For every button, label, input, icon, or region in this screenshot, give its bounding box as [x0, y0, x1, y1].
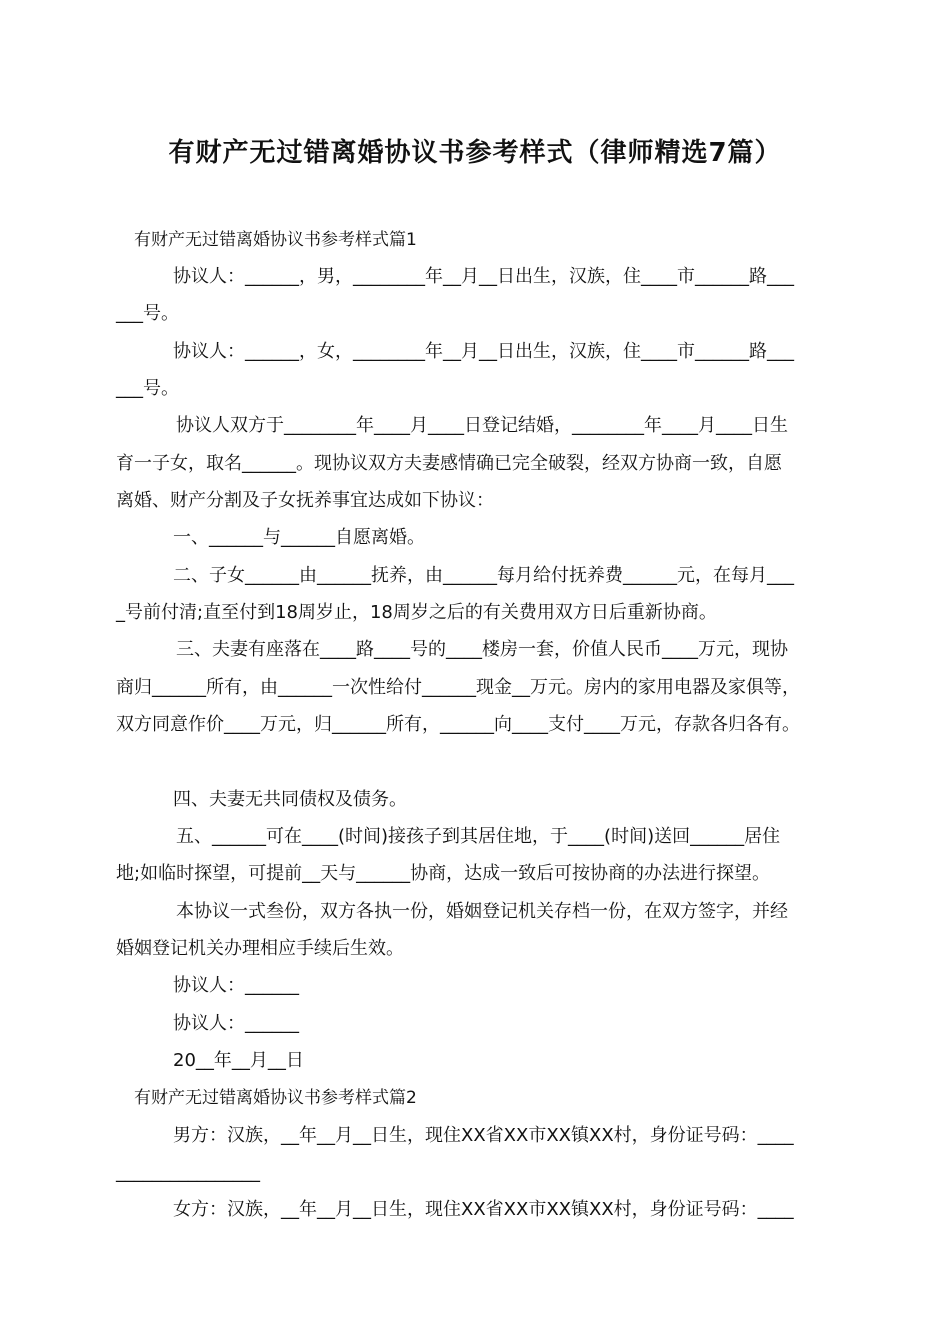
section-heading-2: 有财产无过错离婚协议书参考样式篇2 [134, 1088, 417, 1108]
paragraph-line: 本协议一式叁份，双方各执一份，婚姻登记机关存档一份，在双方签字，并经 [176, 901, 788, 922]
paragraph-line: 二、子女______由______抚养，由______每月给付抚养费______元，在每月___ [173, 565, 794, 586]
paragraph-line: 男方：汉族，__年__月__日生，现住XX省XX市XX镇XX村，身份证号码：____ [173, 1125, 794, 1146]
paragraph-line: 育一子女，取名______。现协议双方夫妻感情确已完全破裂，经双方协商一致，自愿 [116, 453, 782, 474]
document-title: 有财产无过错离婚协议书参考样式（律师精选7篇） [168, 138, 782, 168]
paragraph-line: ___号。 [116, 378, 179, 399]
paragraph-line: 离婚、财产分割及子女抚养事宜达成如下协议： [116, 490, 494, 511]
paragraph-line: 五、______可在____(时间)接孩子到其居住地，于____(时间)送回______居住 [176, 826, 781, 847]
paragraph-line: 婚姻登记机关办理相应手续后生效。 [116, 938, 404, 959]
paragraph-line: 协议人双方于________年____月____日登记结婚，________年____月____日生 [176, 415, 788, 436]
signature-line: 协议人：______ [173, 1013, 299, 1034]
paragraph-line: ___号。 [116, 303, 179, 324]
paragraph-line: 三、夫妻有座落在____路____号的____楼房一套，价值人民币____万元，现协 [176, 639, 788, 660]
paragraph-line: 协议人：______，男，________年__月__日出生，汉族，住____市______路___ [173, 266, 794, 287]
paragraph-line: 一、______与______自愿离婚。 [173, 527, 425, 548]
paragraph-line: 协议人：______，女，________年__月__日出生，汉族，住____市______路___ [173, 341, 794, 362]
paragraph-line: _号前付清;直至付到18周岁止，18周岁之后的有关费用双方日后重新协商。 [116, 602, 717, 623]
paragraph-line: 双方同意作价____万元，归______所有，______向____支付____万元，存款各归各有。 [116, 714, 800, 735]
paragraph-line: 四、夫妻无共同债权及债务。 [173, 789, 407, 810]
paragraph-line: 女方：汉族，__年__月__日生，现住XX省XX市XX镇XX村，身份证号码：____ [173, 1199, 794, 1220]
section-heading-1: 有财产无过错离婚协议书参考样式篇1 [134, 230, 417, 250]
paragraph-line: ________________ [116, 1162, 260, 1183]
signature-line: 协议人：______ [173, 975, 299, 996]
paragraph-line: 商归______所有，由______一次性给付______现金__万元。房内的家用电器及家俱等， [116, 677, 800, 698]
date-line: 20__年__月__日 [173, 1050, 304, 1071]
paragraph-line: 地;如临时探望，可提前__天与______协商，达成一致后可按协商的办法进行探望。 [116, 863, 771, 884]
